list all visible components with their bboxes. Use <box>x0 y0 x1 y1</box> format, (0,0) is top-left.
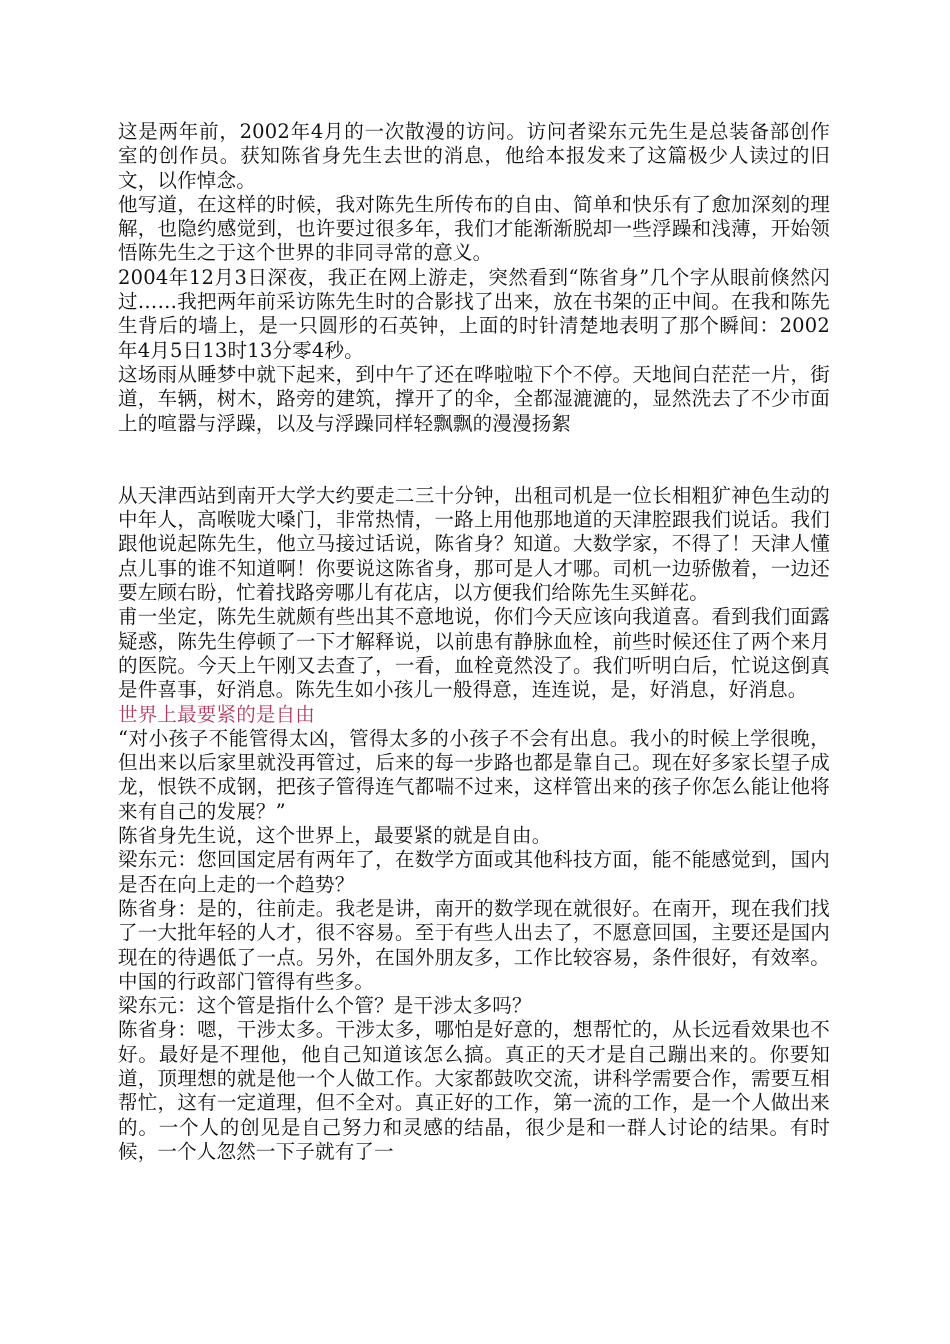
paragraph-intro-3: 2004年12月3日深夜，我正在网上游走，突然看到“陈省身”几个字从眼前倏然闪过……我把两年前采访陈先生时的合影找了出来，放在书架的正中间。在我和陈先生背后的墙上，是一只圆形的石英钟，上面的时针清楚地表明了那个瞬间：2002年4月5日13时13分零4秒。 <box>118 265 830 362</box>
paragraph-freedom: 陈省身先生说，这个世界上，最要紧的就是自由。 <box>118 824 552 848</box>
paragraph-spacer <box>118 436 830 484</box>
paragraph-answer-2: 陈省身：嗯，干涉太多。干涉太多，哪怕是好意的，想帮忙的，从长远看效果也不好。最好是不理他，他自己知道该怎么搞。真正的天才是自己蹦出来的。你要知道，顶理想的就是他一个人做工作。大家都鼓吹交流，讲科学需要合作，需要互相帮忙，这有一定道理，但不全对。真正好的工作，第一流的工作，是一个人做出来的。一个人的创见是自己努力和灵感的结晶，很少是和一群人讨论的结果。有时候，一个人忽然一下子就有了一 <box>118 1018 830 1163</box>
document-page <box>118 120 830 1164</box>
section-heading: 世界上最要紧的是自由 <box>118 702 316 726</box>
paragraph-answer-1: 陈省身：是的，往前走。我老是讲，南开的数学现在就很好。在南开，现在我们找了一大批年轻的人才，很不容易。至于有些人出去了，不愿意回国，主要还是国内现在的待遇低了一点。另外，在国外朋友多，工作比较容易，条件很好，有效率。中国的行政部门管得有些多。 <box>118 896 830 993</box>
paragraph-question-1: 梁东元：您回国定居有两年了，在数学方面或其他科技方面，能不能感觉到，国内是否在向上走的一个趋势？ <box>118 848 830 896</box>
paragraph-taxi: 从天津西站到南开大学大约要走二三十分钟，出租司机是一位长相粗犷神色生动的中年人，高喉咙大嗓门，非常热情，一路上用他那地道的天津腔跟我们说话。我们跟他说起陈先生，他立马接过话说，陈省身？知道。大数学家，不得了！天津人懂点儿事的谁不知道啊！你要说这陈省身，那可是人才哪。司机一边骄傲着，一边还要左顾右盼，忙着找路旁哪儿有花店，以方便我们给陈先生买鲜花。 <box>118 483 830 605</box>
paragraph-intro-4: 这场雨从睡梦中就下起来，到中午了还在哗啦啦下个不停。天地间白茫茫一片，街道，车辆，树木，路旁的建筑，撑开了的伞，全都湿漉漉的，显然洗去了不少市面上的喧嚣与浮躁，以及与浮躁同样轻飘飘的漫漫扬絮 <box>118 362 830 435</box>
paragraph-intro-2: 他写道，在这样的时候，我对陈先生所传布的自由、简单和快乐有了愈加深刻的理解，也隐约感觉到，也许要过很多年，我们才能渐渐脱却一些浮躁和浅薄，开始领悟陈先生之于这个世界的非同寻常的意义。 <box>118 192 830 265</box>
paragraph-question-2: 梁东元：这个管是指什么个管？是干涉太多吗？ <box>118 994 532 1018</box>
paragraph-quote: “对小孩子不能管得太凶，管得太多的小孩子不会有出息。我小的时候上学很晚，但出来以后家里就没再管过，后来的每一步路也都是靠自己。现在好多家长望子成龙，恨铁不成钢，把孩子管得连气都喘不过来，这样管出来的孩子你怎么能让他将来有自己的发展？” <box>118 726 830 823</box>
paragraph-congrats: 甫一坐定，陈先生就颇有些出其不意地说，你们今天应该向我道喜。看到我们面露疑惑，陈先生停顿了一下才解释说，以前患有静脉血栓，前些时候还住了两个来月的医院。今天上午刚又去查了，一看，血栓竟然没了。我们听明白后，忙说这倒真是件喜事，好消息。陈先生如小孩儿一般得意，连连说，是，好消息，好消息。 <box>118 605 830 702</box>
paragraph-intro-1: 这是两年前，2002年4月的一次散漫的访问。访问者梁东元先生是总装备部创作室的创作员。获知陈省身先生去世的消息，他给本报发来了这篇极少人读过的旧文，以作悼念。 <box>118 120 830 192</box>
